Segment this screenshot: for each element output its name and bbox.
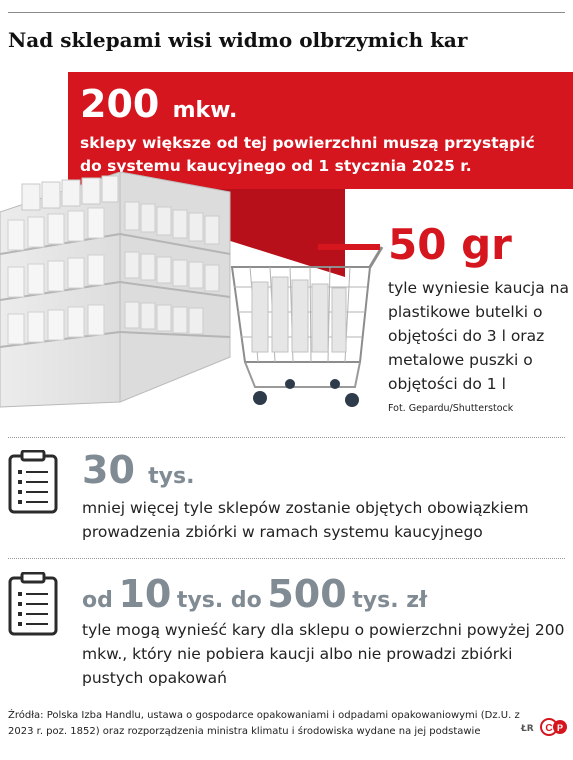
fines-range bbox=[82, 572, 427, 616]
deposit-description: tyle wyniesie kaucja na plastikowe butelki o objętości do 3 l oraz metalowe puszki o objętości do 1 l bbox=[388, 279, 569, 393]
fines-description: tyle mogą wynieść kary dla sklepu o powierzchni powyżej 200 mkw., który nie pobiera kaucji albo nie prowadzi zbiórki pustych opakowań bbox=[82, 621, 565, 687]
top-rule bbox=[8, 12, 565, 13]
fines-prefix: od bbox=[82, 588, 113, 613]
shops-description: mniej więcej tyle sklepów zostanie objętych obowiązkiem prowadzenia zbiórki w ramach systemu kaucyjnego bbox=[82, 499, 529, 541]
shops-number: 30 bbox=[82, 448, 135, 492]
banner-description: sklepy większe od tej powierzchni muszą przystąpić do systemu kaucyjnego od 1 stycznia 2025 r. bbox=[80, 134, 535, 175]
deposit-amount: 50 gr bbox=[388, 220, 512, 269]
shops-count bbox=[82, 448, 194, 492]
svg-text:P: P bbox=[556, 723, 564, 733]
shops-unit: tys. bbox=[148, 464, 195, 489]
divider bbox=[8, 437, 565, 438]
clipboard-icon bbox=[8, 572, 60, 638]
sources-note: Źródła: Polska Izba Handlu, ustawa o gospodarce opakowaniami i odpadami opakowaniowymi (Dz.U. z 2023 r. poz. 1852) oraz rozporządzenia ministra klimatu i środowiska wydane na jej podstawie bbox=[8, 710, 520, 737]
fines-mid: tys. do bbox=[176, 588, 262, 613]
page-title: Nad sklepami wisi widmo olbrzymich kar bbox=[8, 28, 468, 52]
fines-from: 10 bbox=[118, 572, 172, 616]
svg-text:C: C bbox=[545, 723, 553, 734]
banner-unit: mkw. bbox=[172, 98, 238, 123]
agency-mark: ŁR bbox=[521, 724, 534, 734]
divider bbox=[8, 558, 565, 559]
clipboard-icon bbox=[8, 450, 60, 516]
banner-headline bbox=[80, 82, 237, 126]
hero-section bbox=[0, 72, 573, 430]
shelves-and-cart-photo bbox=[0, 172, 390, 432]
fines-to: 500 bbox=[267, 572, 347, 616]
fines-suffix: tys. zł bbox=[352, 588, 428, 613]
cart-graphic bbox=[232, 244, 382, 407]
cp-logo-icon bbox=[540, 717, 568, 737]
photo-credit: Fot. Gepardu/Shutterstock bbox=[388, 403, 514, 414]
banner-number: 200 bbox=[80, 82, 160, 126]
